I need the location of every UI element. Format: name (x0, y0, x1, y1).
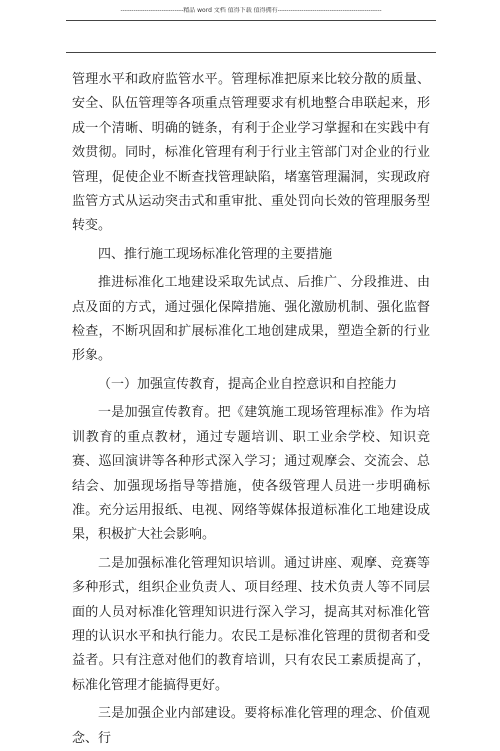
paragraph-promotion-approach: 推进标准化工地建设采取先试点、后推广、分段推进、由点及面的方式，通过强化保障措施、强化激励机制、强化监督检查，不断巩固和扩展标准化工地创建成果，塑造全新的行业形象。 (72, 275, 430, 364)
header-rule-top (66, 20, 436, 21)
paragraph-internal-construction: 三是加强企业内部建设。要将标准化管理的理念、价值观念、行 (72, 706, 430, 746)
paragraph-knowledge-training: 二是加强标准化管理知识培训。通过讲座、观摩、竞赛等多种形式，组织企业负责人、项目经理、技术负责人等不同层面的人员对标准化管理知识进行深入学习，提高其对标准化管理的认识水平和执行能力。农民工是标准化管理的贯彻者和受益者。只有注意对他们的教育培训，只有农民工素质提高了，标准化管理才能搞得更好。 (72, 555, 430, 693)
header-rule-bottom (66, 52, 436, 53)
page-header-banner: -----------------------------精品 word 文档 值得下载 值得拥有------------------------------------------------ (120, 7, 382, 14)
document-body (72, 68, 430, 751)
paragraph-management-standard: 管理水平和政府监管水平。管理标准把原来比较分散的质量、安全、队伍管理等各项重点管理要求有机地整合串联起来，形成一个清晰、明确的链条，有利于企业学习掌握和在实践中有效贯彻。同时，标准化管理有利于行业主管部门对企业的行业管理，促使企业不断查找管理缺陷，堵塞管理漏洞，实现政府监管方式从运动突击式和重审批、重处罚向长效的管理服务型转变。 (72, 72, 430, 234)
subsection-heading-one: （一）加强宣传教育，提高企业自控意识和自控能力 (98, 376, 398, 392)
section-heading-four: 四、推行施工现场标准化管理的主要措施 (98, 246, 333, 262)
paragraph-publicity-education: 一是加强宣传教育。把《建筑施工现场管理标准》作为培训教育的重点教材，通过专题培训、职工业余学校、知识竞赛、巡回演讲等各种形式深入学习；通过观摩会、交流会、总结会、加强现场指导等措施，使各级管理人员进一步明确标准。充分运用报纸、电视、网络等媒体报道标准化工地建设成果，积极扩大社会影响。 (72, 405, 430, 543)
